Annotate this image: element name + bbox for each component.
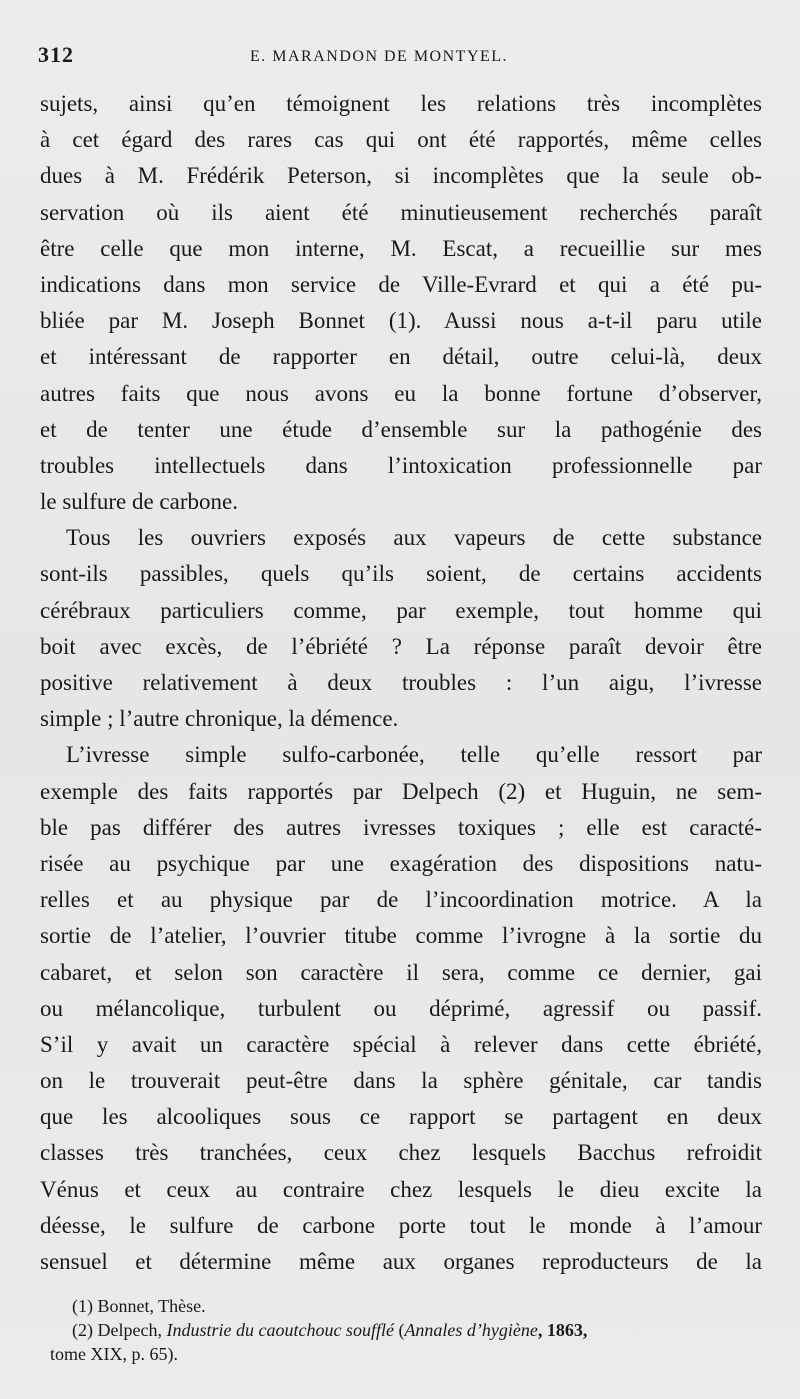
footnote-2-title: Industrie du caoutchouc soufflé [166,1320,394,1340]
text-line: indications dans mon service de Ville-Evrard et qui a été pu- [40,271,762,297]
text-line: ou mélancolique, turbulent ou déprimé, agressif ou passif. [40,995,762,1021]
footnote-1: (1) Bonnet, Thèse. [72,1296,206,1316]
footnote-2-continuation: tome XIX, p. 65). [50,1344,178,1364]
footnote-2-journal: Annales d’hygiène [404,1320,538,1340]
page-header [38,42,758,72]
text-line: Vénus et ceux au contraire chez lesquels le dieu excite la [40,1176,762,1202]
text-line: être celle que mon interne, M. Escat, a recueillie sur mes [40,235,762,261]
text-line: sortie de l’atelier, l’ouvrier titube comme l’ivrogne à la sortie du [40,923,762,949]
text-line: on le trouverait peut-être dans la sphère génitale, car tandis [40,1068,762,1094]
footnotes [50,1294,770,1366]
text-line: que les alcooliques sous ce rapport se partagent en deux [40,1104,762,1130]
text-line: autres faits que nous avons eu la bonne fortune d’observer, [40,380,762,406]
footnote-2-open: ( [393,1320,405,1340]
text-line: ble pas différer des autres ivresses toxiques ; elle est caracté- [40,814,762,840]
text-line: simple ; l’autre chronique, la démence. [40,706,399,732]
text-line: exemple des faits rapportés par Delpech (2) et Huguin, ne sem- [40,778,762,804]
text-line: sujets, ainsi qu’en témoignent les relations très incomplètes [40,91,762,116]
text-line: dues à M. Frédérik Peterson, si incomplètes que la seule ob- [40,163,762,189]
text-line: sont-ils passibles, quels qu’ils soient, de certains accidents [40,561,762,587]
footnote-2-year: , 1863, [537,1320,588,1340]
text-line: servation où ils aient été minutieusement recherchés paraît [40,199,762,225]
page-number: 312 [38,42,74,67]
text-line: relles et au physique par de l’incoordination motrice. A la [40,887,762,913]
text-line: cabaret, et selon son caractère il sera, comme ce dernier, gai [40,959,762,985]
text-line: L’ivresse simple sulfo-carbonée, telle qu’elle ressort par [66,742,762,768]
text-line: déesse, le sulfure de carbone porte tout le monde à l’amour [40,1212,762,1238]
running-head: E. MARANDON DE MONTYEL. [250,48,509,65]
footnote-2 [50,1318,770,1342]
text-line: Tous les ouvriers exposés aux vapeurs de cette substance [66,525,762,551]
text-line: le sulfure de carbone. [40,489,238,515]
text-line: à cet égard des rares cas qui ont été rapportés, même celles [40,127,762,153]
text-line: S’il y avait un caractère spécial à relever dans cette ébriété, [40,1031,762,1057]
text-line: et de tenter une étude d’ensemble sur la pathogénie des [40,416,762,442]
text-line: positive relativement à deux troubles : l’un aigu, l’ivresse [40,670,762,695]
text-line: bliée par M. Joseph Bonnet (1). Aussi nous a-t-il paru utile [40,308,762,334]
text-line: sensuel et détermine même aux organes reproducteurs de la [40,1249,762,1274]
text-line: risée au psychique par une exagération des dispositions natu- [40,850,762,876]
text-line: troubles intellectuels dans l’intoxication professionnelle par [40,452,762,478]
footnote-2-prefix: (2) Delpech, [72,1320,167,1340]
text-line: cérébraux particuliers comme, par exemple, tout homme qui [40,597,762,623]
text-line: boit avec excès, de l’ébriété ? La réponse paraît devoir être [40,633,762,659]
text-line: classes très tranchées, ceux chez lesquels Bacchus refroidit [40,1140,762,1166]
body-text [40,86,762,1280]
text-line: et intéressant de rapporter en détail, outre celui-là, deux [40,344,762,370]
